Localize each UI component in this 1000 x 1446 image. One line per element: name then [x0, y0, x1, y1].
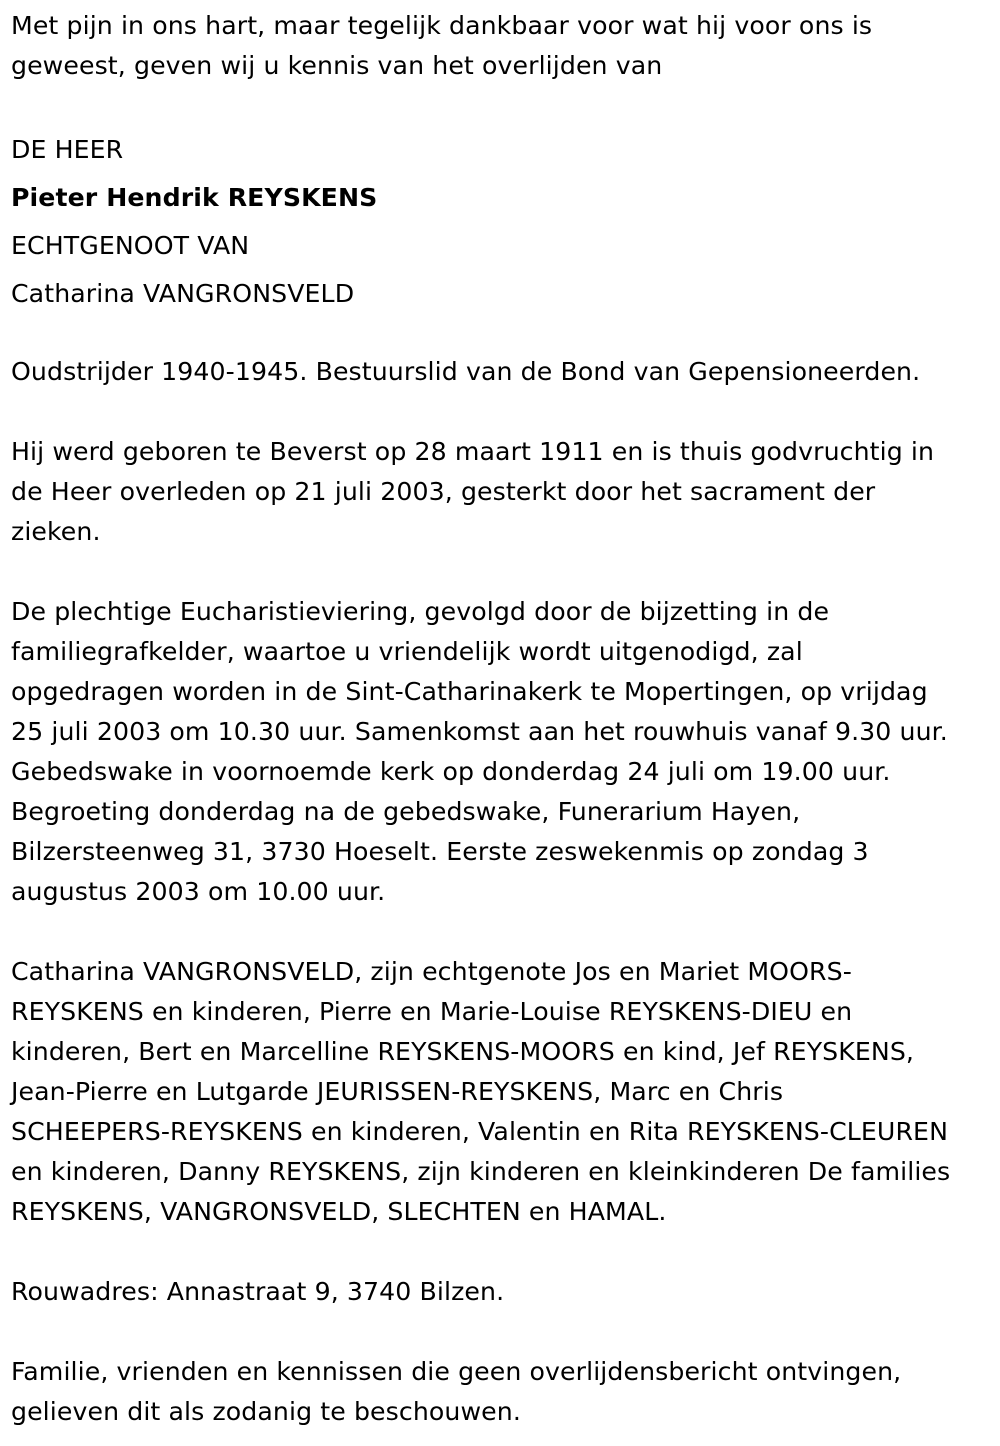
- spacer: [11, 318, 990, 352]
- paragraph-line: augustus 2003 om 10.00 uur.: [11, 877, 386, 906]
- paragraph-line: gelieven dit als zodanig te beschouwen.: [11, 1397, 521, 1426]
- paragraph-line: Bilzersteenweg 31, 3730 Hoeselt. Eerste zeswekenmis op zondag 3: [11, 837, 869, 866]
- paragraph-line: Gebedswake in voornoemde kerk op donderdag 24 juli om 19.00 uur.: [11, 757, 891, 786]
- paragraph-line: Jean-Pierre en Lutgarde JEURISSEN-REYSKENS, Marc en Chris: [11, 1077, 784, 1106]
- paragraph-line: kinderen, Bert en Marcelline REYSKENS-MOORS en kind, Jef REYSKENS,: [11, 1037, 915, 1066]
- biography-line: Oudstrijder 1940-1945. Bestuurslid van de Bond van Gepensioneerden.: [11, 357, 921, 386]
- spacer: [11, 392, 990, 432]
- deceased-relation: ECHTGENOOT VAN: [11, 231, 250, 260]
- paragraph-line: 25 juli 2003 om 10.30 uur. Samenkomst aan het rouwhuis vanaf 9.30 uur.: [11, 717, 948, 746]
- deceased-title: DE HEER: [11, 135, 124, 164]
- paragraph-line: opgedragen worden in de Sint-Catharinakerk te Mopertingen, op vrijdag: [11, 677, 928, 706]
- intro-line: geweest, geven wij u kennis van het overlijden van: [11, 51, 663, 80]
- deceased-block: [11, 126, 990, 318]
- spacer: [11, 1312, 990, 1352]
- spacer: [11, 1232, 990, 1272]
- paragraph-line: REYSKENS en kinderen, Pierre en Marie-Louise REYSKENS-DIEU en: [11, 997, 853, 1026]
- paragraph-line: de Heer overleden op 21 juli 2003, gesterkt door het sacrament der: [11, 477, 876, 506]
- closing-paragraph: [11, 1352, 990, 1432]
- paragraph-line: zieken.: [11, 517, 101, 546]
- paragraph-line: en kinderen, Danny REYSKENS, zijn kinderen en kleinkinderen De families: [11, 1157, 951, 1186]
- mourning-address: Rouwadres: Annastraat 9, 3740 Bilzen.: [11, 1277, 505, 1306]
- birth-death-paragraph: [11, 432, 990, 552]
- paragraph-line: familiegrafkelder, waartoe u vriendelijk wordt uitgenodigd, zal: [11, 637, 803, 666]
- paragraph-line: Begroeting donderdag na de gebedswake, Funerarium Hayen,: [11, 797, 801, 826]
- paragraph-line: SCHEEPERS-REYSKENS en kinderen, Valentin en Rita REYSKENS-CLEUREN: [11, 1117, 949, 1146]
- paragraph-line: REYSKENS, VANGRONSVELD, SLECHTEN en HAMAL.: [11, 1197, 667, 1226]
- spacer: [11, 86, 990, 126]
- intro-paragraph: [11, 6, 990, 86]
- family-paragraph: [11, 952, 990, 1232]
- paragraph-line: Hij werd geboren te Beverst op 28 maart 1911 en is thuis godvruchtig in: [11, 437, 935, 466]
- paragraph-line: Catharina VANGRONSVELD, zijn echtgenote Jos en Mariet MOORS-: [11, 957, 852, 986]
- deceased-name: Pieter Hendrik REYSKENS: [11, 183, 378, 212]
- spacer: [11, 552, 990, 592]
- paragraph-line: De plechtige Eucharistieviering, gevolgd door de bijzetting in de: [11, 597, 830, 626]
- spouse-name: Catharina VANGRONSVELD: [11, 279, 355, 308]
- intro-line: Met pijn in ons hart, maar tegelijk dankbaar voor wat hij voor ons is: [11, 11, 873, 40]
- ceremony-paragraph: [11, 592, 990, 912]
- spacer: [11, 912, 990, 952]
- paragraph-line: Familie, vrienden en kennissen die geen overlijdensbericht ontvingen,: [11, 1357, 902, 1386]
